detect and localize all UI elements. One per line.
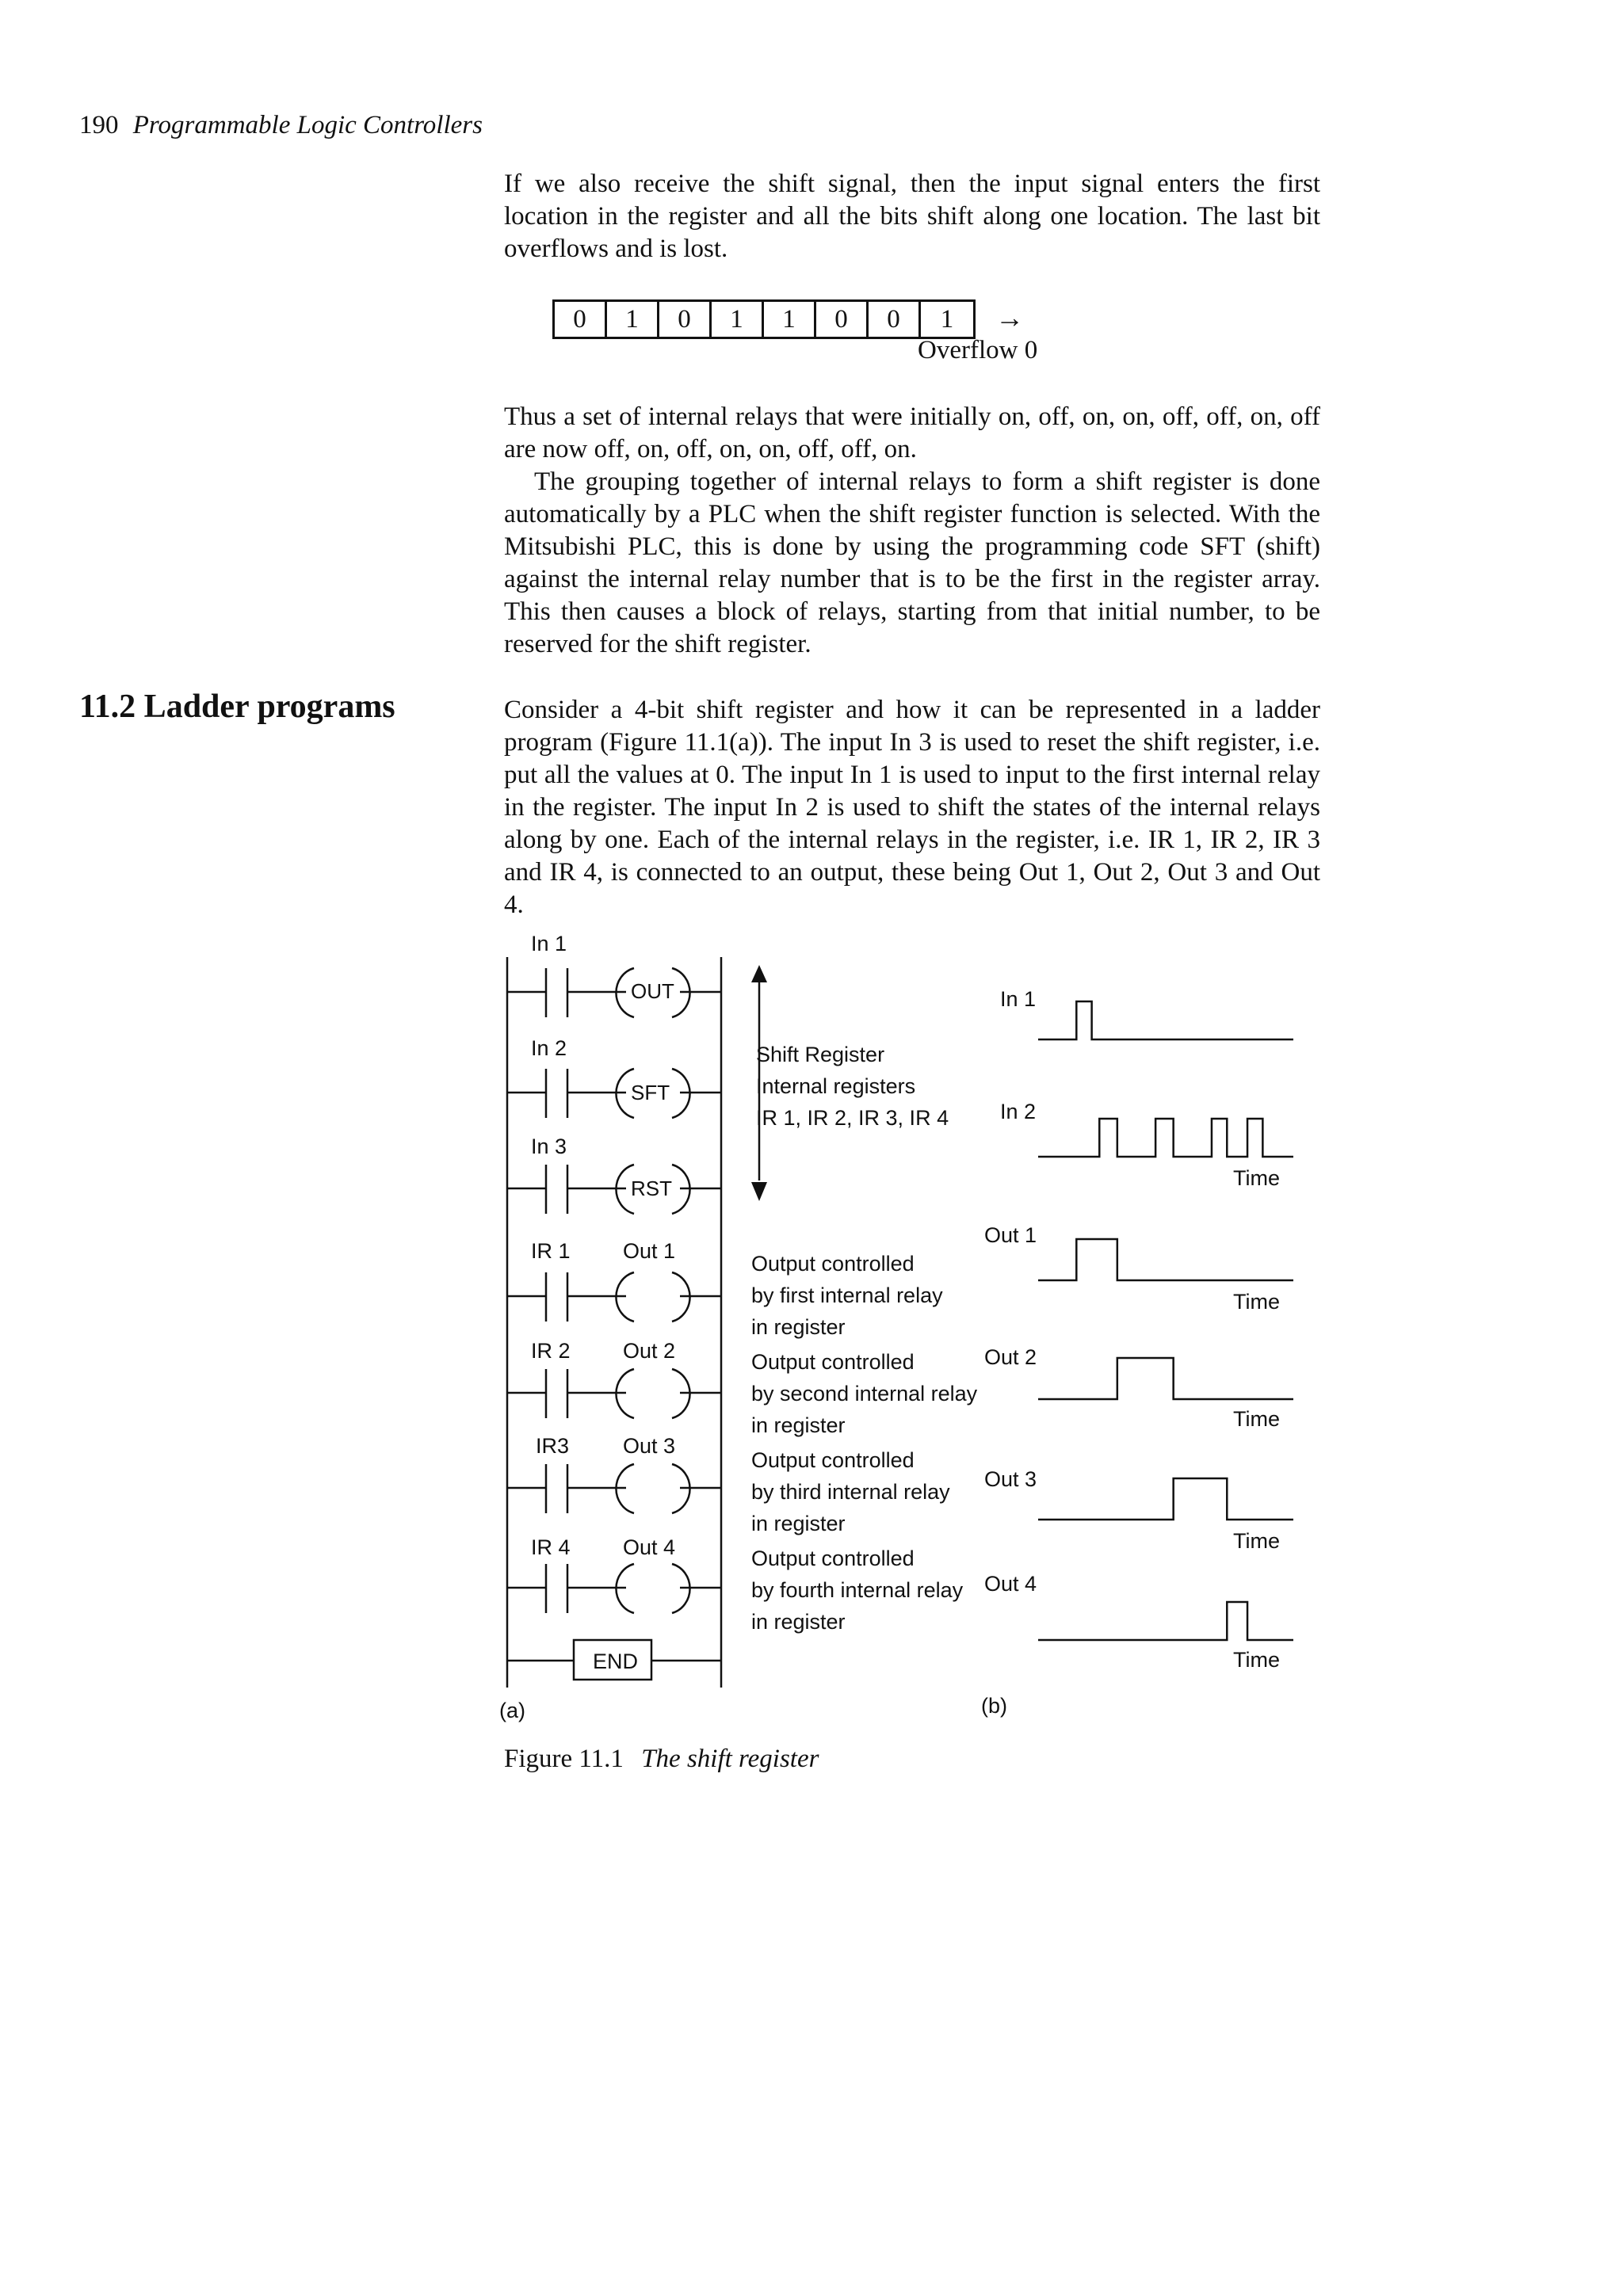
output-note-line: Output controlled bbox=[751, 1350, 915, 1374]
arrow-down-head bbox=[751, 1182, 767, 1201]
output-note-line: in register bbox=[751, 1315, 846, 1339]
signal-waveform bbox=[1038, 1239, 1293, 1280]
figure-caption bbox=[504, 1745, 819, 1774]
output-label: Out 4 bbox=[623, 1535, 676, 1559]
contact-label: IR3 bbox=[536, 1434, 570, 1458]
timing-signal bbox=[984, 1572, 1293, 1672]
time-axis-label: Time bbox=[1233, 1407, 1280, 1431]
panel-label-a: (a) bbox=[499, 1699, 525, 1722]
time-axis-label: Time bbox=[1233, 1166, 1280, 1190]
rung-6 bbox=[507, 1464, 721, 1513]
time-axis-label: Time bbox=[1233, 1529, 1280, 1553]
signal-name: In 1 bbox=[1000, 987, 1037, 1011]
output-label: Out 3 bbox=[623, 1434, 676, 1458]
signal-name: In 2 bbox=[1000, 1100, 1037, 1123]
output-note-line: Output controlled bbox=[751, 1547, 915, 1570]
output-label: Out 2 bbox=[623, 1339, 676, 1363]
output-label: Out 1 bbox=[623, 1239, 676, 1263]
timing-signal bbox=[1000, 1100, 1293, 1190]
signal-name: Out 2 bbox=[984, 1345, 1037, 1369]
contact-label: IR 1 bbox=[531, 1239, 571, 1263]
time-axis-label: Time bbox=[1233, 1648, 1280, 1672]
contact-label: IR 4 bbox=[531, 1535, 571, 1559]
output-note-line: Output controlled bbox=[751, 1252, 915, 1276]
signal-name: Out 3 bbox=[984, 1467, 1037, 1491]
contact-label: In 3 bbox=[531, 1135, 567, 1158]
signal-waveform bbox=[1038, 1602, 1293, 1640]
output-note-line: by second internal relay bbox=[751, 1382, 978, 1405]
register-note-line: Shift Register bbox=[756, 1043, 885, 1066]
page-number: 190 bbox=[79, 111, 119, 139]
output-note-line: by third internal relay bbox=[751, 1480, 950, 1504]
register-bit: 0 bbox=[555, 302, 607, 337]
end-label: END bbox=[593, 1650, 639, 1673]
panel-label-b: (b) bbox=[981, 1694, 1007, 1718]
register-bit: 0 bbox=[869, 302, 921, 337]
caption-number: Figure 11.1 bbox=[504, 1745, 624, 1773]
intro-paragraph: If we also receive the shift signal, then the input signal enters the first location in the register and all the bits shift along one location. The last bit overflows and is lost. bbox=[504, 170, 1320, 263]
signal-waveform bbox=[1038, 1001, 1293, 1039]
signal-name: Out 4 bbox=[984, 1572, 1037, 1596]
timing-signal bbox=[984, 1345, 1293, 1431]
rung-1 bbox=[507, 968, 721, 1017]
overflow-arrow: → bbox=[995, 302, 1024, 334]
paragraph-relays-state: Thus a set of internal relays that were initially on, off, on, on, off, off, on, off are now off, on, off, on, on, off, off, on. bbox=[504, 402, 1320, 463]
paragraph-grouping: The grouping together of internal relays to form a shift register is done automatically by a PLC when the shift register function is selected. With the Mitsubishi PLC, this is done by using the programming code SFT (shift) against the internal relay number that is to be the first in the register array. This then causes a block of relays, starting from that initial number, to be reserved for the shift register. bbox=[504, 467, 1320, 658]
coil-label: SFT bbox=[631, 1081, 670, 1104]
running-title: Programmable Logic Controllers bbox=[132, 111, 483, 139]
register-bit: 1 bbox=[607, 302, 659, 337]
output-note-line: in register bbox=[751, 1413, 846, 1437]
timing-signal bbox=[1000, 987, 1293, 1039]
signal-waveform bbox=[1038, 1478, 1293, 1520]
register-bit: 0 bbox=[659, 302, 712, 337]
signal-name: Out 1 bbox=[984, 1223, 1037, 1247]
output-note-line: Output controlled bbox=[751, 1448, 915, 1472]
register-bit: 1 bbox=[712, 302, 764, 337]
register-note-line: IR 1, IR 2, IR 3, IR 4 bbox=[756, 1106, 949, 1130]
rung-4 bbox=[507, 1272, 721, 1322]
coil-label: OUT bbox=[631, 979, 674, 1003]
ladder-labels bbox=[499, 932, 978, 1722]
output-note-line: in register bbox=[751, 1610, 846, 1634]
contact-label: In 2 bbox=[531, 1036, 567, 1060]
register-bit: 1 bbox=[940, 304, 954, 334]
register-bit: 1 bbox=[764, 302, 816, 337]
signal-waveform bbox=[1038, 1119, 1293, 1157]
output-note-line: by first internal relay bbox=[751, 1283, 943, 1307]
rung-3 bbox=[507, 1165, 721, 1214]
output-note-line: by fourth internal relay bbox=[751, 1578, 964, 1602]
coil-label: RST bbox=[631, 1177, 672, 1200]
signal-waveform bbox=[1038, 1358, 1293, 1399]
arrow-up-head bbox=[751, 965, 767, 982]
ladder-diagram bbox=[507, 957, 767, 1688]
timing-signal bbox=[984, 1467, 1293, 1553]
output-note-line: in register bbox=[751, 1512, 846, 1535]
contact-label: In 1 bbox=[531, 932, 567, 955]
overflow-label: Overflow 0 bbox=[918, 336, 1038, 364]
section-paragraph: Consider a 4-bit shift register and how it can be represented in a ladder program (Figure 11.1(a)). The input In 3 is used to reset the shift register, i.e. put all the values at 0. The input In 1 is used to input to the first internal relay in the register. The input In 2 is used to shift the states of the internal relays along by one. Each of the internal relays in the register, i.e. IR 1, IR 2, IR 3 and IR 4, is connected to an output, these being Out 1, Out 2, Out 3 and Out 4. bbox=[504, 696, 1320, 919]
section-heading: 11.2 Ladder programs bbox=[79, 688, 395, 725]
rung-7 bbox=[507, 1564, 721, 1613]
register-bit: 0 bbox=[816, 302, 869, 337]
register-note-line: Internal registers bbox=[756, 1074, 916, 1098]
rung-5 bbox=[507, 1369, 721, 1418]
time-axis-label: Time bbox=[1233, 1290, 1280, 1314]
timing-diagram bbox=[981, 987, 1293, 1718]
rung-2 bbox=[507, 1069, 721, 1118]
contact-label: IR 2 bbox=[531, 1339, 571, 1363]
caption-title: The shift register bbox=[641, 1745, 819, 1773]
timing-signal bbox=[984, 1223, 1293, 1314]
